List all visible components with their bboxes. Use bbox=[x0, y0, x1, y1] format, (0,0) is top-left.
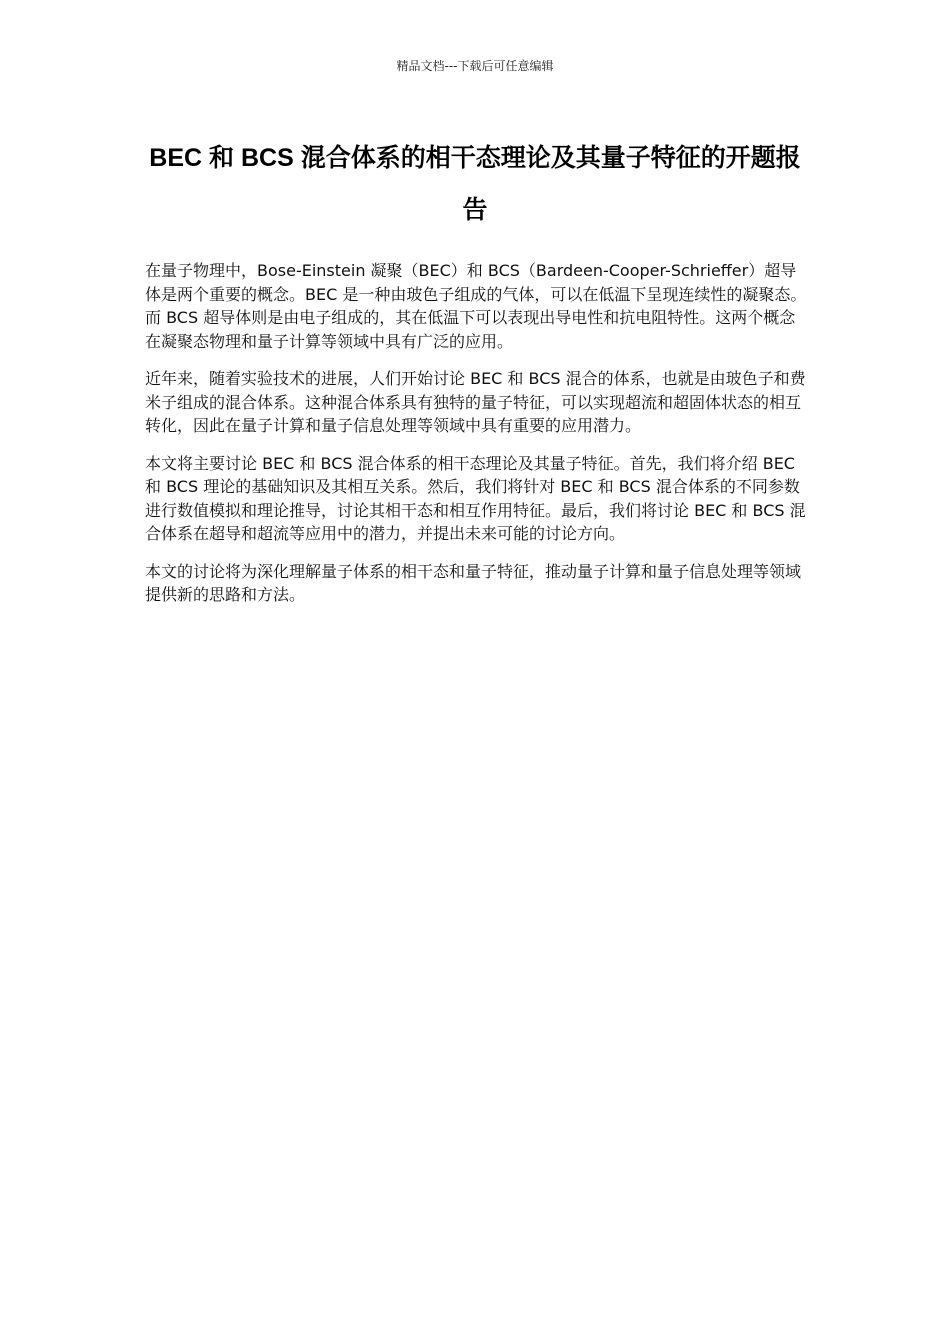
paragraph-3: 本文将主要讨论 BEC 和 BCS 混合体系的相干态理论及其量子特征。首先，我们将介绍 BEC 和 BCS 理论的基础知识及其相互关系。然后，我们将针对 BEC 和 BCS 混合体系的不同参数进行数值模拟和理论推导，讨论其相干态和相互作用特征。最后，我们将讨论 BEC 和 BCS 混合体系在超导和超流等应用中的潜力，并提出未来可能的讨论方向。 bbox=[145, 453, 806, 543]
paragraph-1: 在量子物理中，Bose-Einstein 凝聚（BEC）和 BCS（Bardeen-Cooper-Schrieffer）超导体是两个重要的概念。BEC 是一种由玻色子组成的气体，可以在低温下呈现连续性的凝聚态。而 BCS 超导体则是由电子组成的，其在低温下可以表现出导电性和抗电阻特性。这两个概念在凝聚态物理和量子计算等领域中具有广泛的应用。 bbox=[145, 261, 807, 351]
document-body bbox=[145, 259, 810, 621]
header-note: 精品文档---下载后可任意编辑 bbox=[396, 59, 554, 73]
paragraph-2: 近年来，随着实验技术的进展，人们开始讨论 BEC 和 BCS 混合的体系，也就是由玻色子和费米子组成的混合体系。这种混合体系具有独特的量子特征，可以实现超流和超固体状态的相互转化，因此在量子计算和量子信息处理等领域中具有重要的应用潜力。 bbox=[145, 369, 806, 435]
document-title: BEC 和 BCS 混合体系的相干态理论及其量子特征的开题报告 bbox=[149, 144, 801, 224]
paragraph-4: 本文的讨论将为深化理解量子体系的相干态和量子特征，推动量子计算和量子信息处理等领域提供新的思路和方法。 bbox=[145, 561, 802, 604]
